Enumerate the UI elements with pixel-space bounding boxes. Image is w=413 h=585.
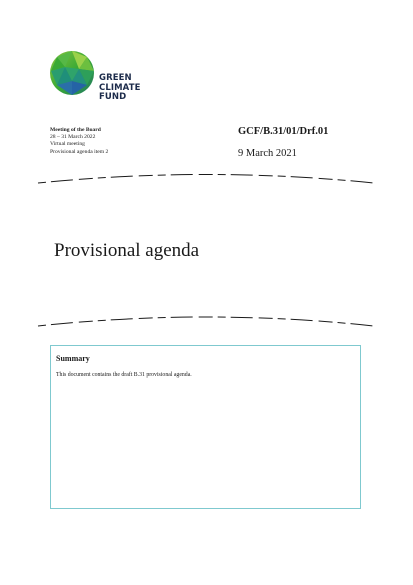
globe-icon: [47, 47, 97, 99]
meeting-format: Virtual meeting: [50, 141, 85, 148]
decorative-divider-top: [36, 172, 376, 186]
summary-box: [50, 345, 361, 509]
logo-line-climate: CLIMATE: [99, 82, 141, 93]
meeting-info: [50, 127, 108, 156]
summary-text: This document contains the draft B.31 provisional agenda.: [56, 372, 192, 378]
logo-line-green: GREEN: [99, 73, 132, 83]
document-date: 9 March 2021: [238, 148, 297, 159]
document-title: Provisional agenda: [54, 240, 200, 261]
meeting-dates: 28 – 31 March 2022: [50, 134, 96, 141]
decorative-divider-bottom: [36, 314, 376, 328]
gcf-logo: [47, 47, 167, 117]
document-reference: GCF/B.31/01/Drf.01: [238, 126, 329, 137]
summary-heading: Summary: [56, 354, 90, 363]
logo-wordmark: [99, 74, 141, 103]
agenda-item: Provisional agenda item 2: [50, 148, 109, 155]
meeting-name: Meeting of the Board: [50, 127, 101, 133]
logo-line-fund: FUND: [99, 92, 127, 102]
